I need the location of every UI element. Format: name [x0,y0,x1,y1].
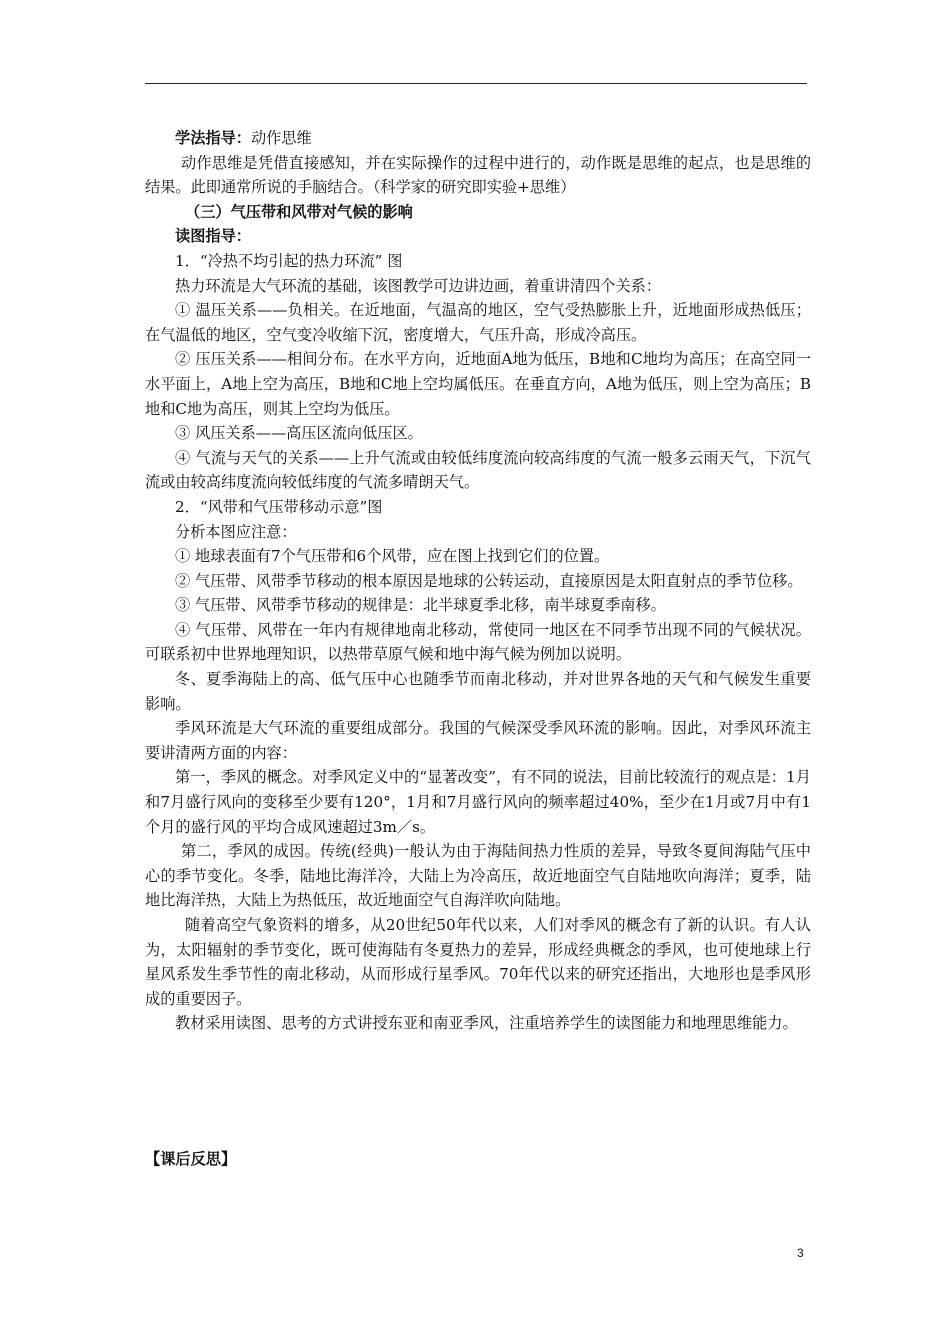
paragraph-action-thinking: 动作思维是凭借直接感知，并在实际操作的过程中进行的，动作既是思维的起点，也是思维的结果。此即通常所说的手脑结合。（科学家的研究即实验+思维） [145,153,811,197]
paragraph: ④ 气流与天气的关系——上升气流或由较低纬度流向较高纬度的气流一般多云雨天气，下沉气流或由较高纬度流向较低纬度的气流多晴朗天气。 [145,448,811,492]
paragraph: 第一，季风的概念。对季风定义中的“显著改变”，有不同的说法，目前比较流行的观点是：1月和7月盛行风向的变移至少要有120°，1月和7月盛行风向的频率超过40%，至少在1月或7月中有1个月的盛行风的平均合成风速超过3m／s。 [145,768,811,836]
reading-guidance-heading: 读图指导： [175,227,251,246]
paragraph: ③ 气压带、风带季节移动的规律是：北半球夏季北移，南半球夏季南移。 [175,596,666,615]
reflection-title: 【课后反思】 [145,1150,237,1168]
paragraph: 第二，季风的成因。传统(经典)一般认为由于海陆间热力性质的差异，导致冬夏间海陆气压中心的季节变化。冬季，陆地比海洋冷，大陆上为冷高压，故近地面空气自陆地吹向海洋；夏季，陆地比海洋热，大陆上为热低压，故近地面空气自海洋吹向陆地。 [145,842,811,910]
figure-1-title: 1．“冷热不均引起的热力环流” 图 [175,251,403,270]
header-rule [145,83,807,84]
method-guidance [145,126,811,151]
paragraph: ② 气压带、风带季节移动的根本原因是地球的公转运动，直接原因是太阳直射点的季节位移。 [175,571,803,590]
paragraph: 随着高空气象资料的增多，从20世纪50年代以来，人们对季风的概念有了新的认识。有人认为，太阳辐射的季节变化，既可使海陆有冬夏热力的差异，形成经典概念的季风，也可使地球上行星风系发生季节性的南北移动，从而形成行星季风。70年代以来的研究还指出，大地形也是季风形成的重要因子。 [145,916,811,1008]
method-guidance-label: 学法指导： [175,129,251,147]
paragraph: ① 地球表面有7个气压带和6个风带，应在图上找到它们的位置。 [175,547,610,566]
page-number: 3 [797,1246,804,1260]
paragraph: ② 压压关系——相间分布。在水平方向，近地面A地为低压，B地和C地均为高压；在高空同一水平面上，A地上空为高压，B地和C地上空均属低压。在垂直方向，A地为低压，则上空为高压；B地和C地为高压，则其上空均为低压。 [145,350,811,418]
paragraph: 热力环流是大气环流的基础，该图教学可边讲边画，着重讲清四个关系： [175,276,661,295]
paragraph: 教材采用读图、思考的方式讲授东亚和南亚季风，注重培养学生的读图能力和地理思维能力。 [175,1014,798,1033]
section-heading: （三）气压带和风带对气候的影响 [185,202,413,221]
method-guidance-text: 动作思维 [250,129,312,147]
document-body [145,126,811,1036]
paragraph: ① 温压关系——负相关。在近地面，气温高的地区，空气受热膨胀上升，近地面形成热低压；在气温低的地区，空气变冷收缩下沉，密度增大，气压升高，形成冷高压。 [145,301,811,344]
paragraph: 季风环流是大气环流的重要组成部分。我国的气候深受季风环流的影响。因此，对季风环流主要讲清两方面的内容： [145,719,811,762]
paragraph: 分析本图应注意： [175,522,297,541]
paragraph: 冬、夏季海陆上的高、低气压中心也随季节而南北移动，并对世界各地的天气和气候发生重要影响。 [145,670,811,713]
figure-2-title: 2．“风带和气压带移动示意”图 [175,497,383,516]
paragraph: ③ 风压关系——高压区流向低压区。 [175,424,423,443]
paragraph: ④ 气压带、风带在一年内有规律地南北移动，常使同一地区在不同季节出现不同的气候状况。可联系初中世界地理知识，以热带草原气候和地中海气候为例加以说明。 [145,620,811,664]
